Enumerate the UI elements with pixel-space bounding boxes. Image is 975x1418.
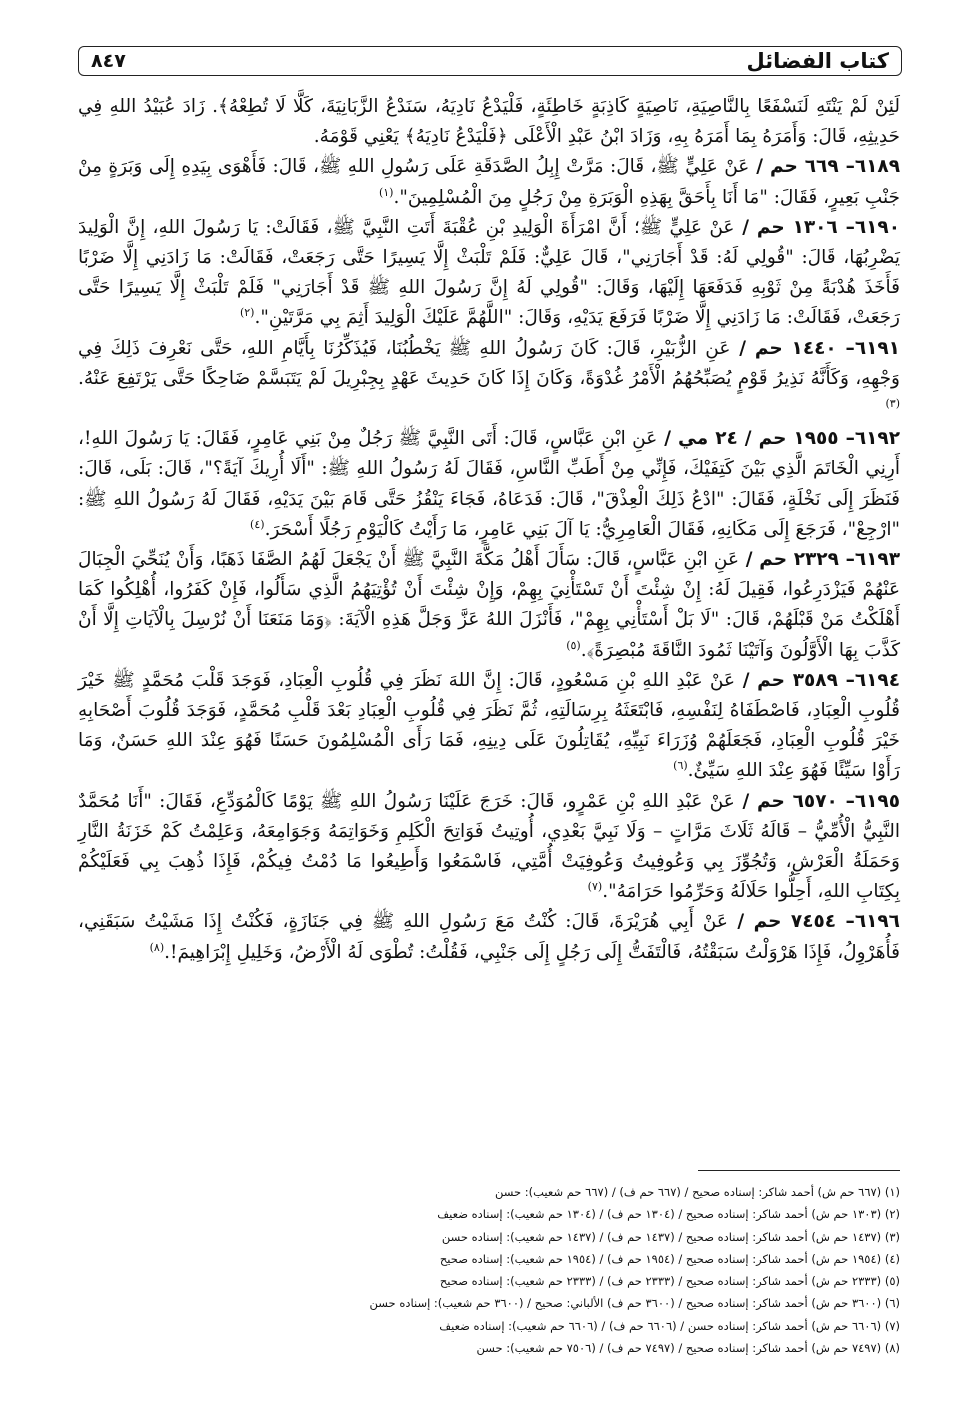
- page-number: ٨٤٧: [91, 50, 126, 72]
- hadith-entry: [78, 666, 900, 787]
- hadith-continuation: [78, 92, 900, 152]
- hadith-entry: [78, 424, 900, 545]
- footnote-ref: (٥): [566, 638, 581, 652]
- footnote: (٤) (١٩٥٤ حم ش) أحمد شاكر: إسناده صحيح / (١٩٥٤ حم ف) / (١٩٥٤ حم شعيب): إسناده صحيح: [439, 1251, 900, 1266]
- hadith-number: ٦١٨٩– ٦٦٩ حم /: [749, 156, 901, 178]
- hadith-number: ٦١٩٤– ٣٥٨٩ حم /: [734, 669, 901, 691]
- hadith-entry: [78, 545, 900, 666]
- footnote: (٥) (٢٣٣٣ حم ش) أحمد شاكر: إسناده صحيح / (٢٣٣٣ حم ف) / (٢٣٣٣ حم شعيب): إسناده صحيح: [439, 1274, 900, 1289]
- footnote: (٢) (١٣٠٣ حم ش) أحمد شاكر: إسناده صحيح / (١٣٠٤ حم ف) / (١٣٠٤ حم شعيب): إسناده ضعيف: [437, 1207, 900, 1222]
- footnote: (١) (٦٦٧ حم ش) أحمد شاكر: إسناده صحيح / (٦٦٧ حم ف) / (٦٦٧ حم شعيب): حسن: [495, 1185, 900, 1199]
- footnote-ref: (١): [378, 185, 394, 199]
- hadith-entry: [78, 907, 900, 967]
- hadith-number: ٦١٩٠– ١٣٠٦ حم /: [734, 216, 900, 238]
- hadith-text: عَنْ عَبْدِ اللهِ بْنِ مَسْعُودٍ، قَالَ: إِنَّ اللهَ نَظَرَ فِي قُلُوبِ الْعِبَادِ، فَوَجَدَ قَلْبَ مُحَمَّدٍ ﷺ خَيْرَ قُلُوبِ الْعِبَادِ، فَاصْطَفَاهُ لِنَفْسِهِ، فَابْتَعَثَهُ بِرِسَالَتِهِ، ثُمَّ نَظَرَ فِي قُلُوبِ الْعِبَادِ بَعْدَ قَلْبِ مُحَمَّدٍ، فَوَجَدَ قُلُوبَ أَصْحَابِهِ خَيْرَ قُلُوبِ الْعِبَادِ، فَجَعَلَهُمْ وُزَرَاءَ نَبِيِّهِ، يُقَاتِلُونَ عَلَى دِينِهِ، فَمَا رَأَى الْمُسْلِمُونَ حَسَنًا فَهُوَ عِنْدَ اللهِ حَسَنٌ، وَمَا رَأَوْا سَيِّئًا فَهُوَ عِنْدَ اللهِ سَيِّئٌ.: [78, 669, 900, 782]
- footnote-ref: (٢): [239, 306, 255, 320]
- hadith-text: عَنْ عَبْدِ اللهِ بْنِ عَمْرٍو، قَالَ: خَرَجَ عَلَيْنَا رَسُولُ اللهِ ﷺ يَوْمًا كَالْمُوَدِّعِ، فَقَالَ: "أَنَا مُحَمَّدٌ النَّبِيُّ الْأُمِّيُّ – قَالَهُ ثَلَاثَ مَرَّاتٍ – وَلَا نَبِيَّ بَعْدِي، أُوتِيتُ فَوَاتِحَ الْكَلِمِ وَخَوَاتِمَهُ وَجَوَامِعَهُ، وَعَلِمْتُ كَمْ خَزَنَةُ النَّارِ وَحَمَلَةُ الْعَرْشِ، وَتُجُوِّزَ بِي وَعُوفِيتُ وَعُوفِيَتْ أُمَّتِي، فَاسْمَعُوا وَأَطِيعُوا مَا دُمْتُ فِيكُمْ، فَإِذَا ذُهِبَ بِي فَعَلَيْكُمْ بِكِتَابِ اللهِ، أَحِلُّوا حَلَالَهُ وَحَرِّمُوا حَرَامَهُ".: [78, 790, 900, 903]
- hadith-entry: [78, 334, 900, 425]
- hadith-number: ٦١٩٣– ٢٣٢٩ حم /: [739, 549, 900, 571]
- hadith-text: عَنِ ابْنِ عَبَّاسٍ، قَالَ: أَتَى النَّبِيَّ ﷺ رَجُلٌ مِنْ بَنِي عَامِرٍ، فَقَالَ: يَا رَسُولَ اللهِ!، أَرِنِي الْخَاتَمَ الَّذِي بَيْنَ كَتِفَيْكَ، فَإِنِّي مِنْ أَطَبِّ النَّاسِ، فَقَالَ لَهُ رَسُولُ اللهِ ﷺ: "أَلَا أُرِيكَ آيَةً؟"، قَالَ: بَلَى، قَالَ: فَنَظَرَ إِلَى نَخْلَةٍ، فَقَالَ: "ادْعُ ذَلِكَ الْعِذْقَ"، قَالَ: فَدَعَاهُ، فَجَاءَ يَنْقُزُ حَتَّى قَامَ بَيْنَ يَدَيْهِ، فَقَالَ لَهُ رَسُولُ اللهِ ﷺ: "ارْجِعْ"، فَرَجَعَ إِلَى مَكَانِهِ، فَقَالَ الْعَامِرِيُّ: يَا آلَ بَنِي عَامِرٍ، مَا رَأَيْتُ كَالْيَوْمِ رَجُلًا أَسْحَرَ.: [78, 428, 900, 540]
- chapter-title: كتاب الفضائل: [746, 49, 889, 73]
- hadith-text: عَنْ عَلِيٍّ ﷺ، قَالَ: مَرَّتْ إِبِلُ الصَّدَقَةِ عَلَى رَسُولِ اللهِ ﷺ، قَالَ: فَأَهْوَى بِيَدِهِ إِلَى وَبَرَةٍ مِنْ جَنْبِ بَعِيرٍ، فَقَالَ: "مَا أَنَا بِأَحَقَّ بِهَذِهِ الْوَبَرَةِ مِنْ رَجُلٍ مِنَ الْمُسْلِمِينَ".: [78, 156, 900, 208]
- footnote-separator: [698, 1170, 900, 1171]
- hadith-number: ٦١٩٥– ٦٥٧٠ حم /: [734, 790, 900, 812]
- hadith-text: عَنِ ابْنِ عَبَّاسٍ، قَالَ: سَأَلَ أَهْلُ مَكَّةَ النَّبِيَّ ﷺ أَنْ يَجْعَلَ لَهُمُ الصَّفَا ذَهَبًا، وَأَنْ يُنَحِّيَ الْجِبَالَ عَنْهُمْ فَيَزْدَرِعُوا، فَقِيلَ لَهُ: إِنْ شِئْتَ أَنْ تَسْتَأْنِيَ بِهِمْ، وَإِنْ شِئْتَ أَنْ تُؤْتِيَهُمُ الَّذِي سَأَلُوا، فَإِنْ كَفَرُوا، أُهْلِكُوا كَمَا أَهْلَكْتُ مَنْ قَبْلَهُمْ، قَالَ: "لَا بَلْ أَسْتَأْنِي بِهِمْ"، فَأَنْزَلَ اللهُ عَزَّ وَجَلَّ هَذِهِ الْآيَةَ: ﴿وَمَا مَنَعَنَا أَنْ نُرْسِلَ بِالْآيَاتِ إِلَّا أَنْ كَذَّبَ بِهَا الْأَوَّلُونَ وَآتَيْنَا ثَمُودَ النَّاقَةَ مُبْصِرَةً﴾.: [78, 549, 900, 661]
- hadith-text: لَئِنْ لَمْ يَنْتَهِ لَنَسْفَعًا بِالنَّاصِيَةِ، نَاصِيَةٍ كَاذِبَةٍ خَاطِئَةٍ، فَلْيَدْعُ نَادِيَهُ، سَنَدْعُ الزَّبَانِيَةَ، كَلَّا لَا تُطِعْهُ﴾. زَادَ عُبَيْدُ اللهِ فِي حَدِيثِهِ، قَالَ: وَأَمَرَهُ بِمَا أَمَرَهُ بِهِ، وَزَادَ ابْنُ عَبْدِ الْأَعْلَى ﴿فَلْيَدْعُ نَادِيَهُ﴾ يَعْنِي قَوْمَهُ.: [78, 96, 900, 148]
- footnote-ref: (٣): [885, 396, 900, 410]
- hadith-number: ٦١٩٦– ٧٤٥٤ حم /: [727, 911, 900, 933]
- hadith-text: عَنْ عَلِيٍّ ﷺ؛ أَنَّ امْرَأَةَ الْوَلِيدِ بْنِ عُقْبَةَ أَتَتِ النَّبِيَّ ﷺ، فَقَالَتْ: يَا رَسُولَ اللهِ، إِنَّ الْوَلِيدَ يَضْرِبُهَا، قَالَ: "قُولِي لَهُ: قَدْ أَجَارَنِي"، قَالَ عَلِيٌّ: فَلَمْ تَلْبَثْ إِلَّا يَسِيرًا حَتَّى رَجَعَتْ، فَقَالَتْ: مَا زَادَنِي إِلَّا ضَرْبًا فَأَخَذَ هُدْبَةً مِنْ ثَوْبِهِ فَدَفَعَهَا إِلَيْهَا، وَقَالَ: "قُولِي لَهُ إِنَّ رَسُولَ اللهِ ﷺ قَدْ أَجَارَنِي" فَلَمْ تَلْبَثْ إِلَّا يَسِيرًا حَتَّى رَجَعَتْ، فَقَالَتْ: مَا زَادَنِي إِلَّا ضَرْبًا فَرَفَعَ يَدَيْهِ، وَقَالَ: "اللَّهُمَّ عَلَيْكَ الْوَلِيدَ أَثِمَ بِي مَرَّتَيْنِ".: [78, 216, 900, 329]
- footnote-ref: (٨): [149, 940, 165, 954]
- footnote-ref: (٧): [587, 880, 603, 894]
- hadith-number: ٦١٩١– ١٤٤٠ حم /: [730, 337, 900, 359]
- footnote: (٣) (١٤٣٧ حم ش) أحمد شاكر: إسناده صحيح / (١٤٣٧ حم ف) / (١٤٣٧ حم شعيب): إسناده حسن: [441, 1229, 900, 1244]
- hadith-body: [78, 92, 900, 968]
- footnotes: [78, 1181, 900, 1359]
- running-header: [78, 46, 902, 76]
- hadith-text: عَنْ أَبِي هُرَيْرَةَ، قَالَ: كُنْتُ مَعَ رَسُولِ اللهِ ﷺ فِي جَنَازَةٍ، فَكُنْتُ إِذَا مَشَيْتُ سَبَقَنِي، فَأُهَرْوِلُ، فَإِذَا هَرْوَلْتُ سَبَقْتُهُ، فَالْتَفَتُّ إِلَى رَجُلٍ إِلَى جَنْبِي، فَقُلْتُ: تُطْوَى لَهُ الْأَرْضُ، وَخَلِيلِ إِبْرَاهِيمَ!.: [78, 911, 900, 963]
- hadith-text: عَنِ الزُّبَيْرِ، قَالَ: كَانَ رَسُولُ اللهِ ﷺ يَخْطُبُنَا، فَيُذَكِّرُنَا بِأَيَّامِ اللهِ، حَتَّى نَعْرِفَ ذَلِكَ فِي وَجْهِهِ، وَكَأَنَّهُ نَذِيرُ قَوْمٍ يُصَبِّحُهُمُ الْأَمْرُ غُدْوَةً، وَكَانَ إِذَا كَانَ حَدِيثَ عَهْدٍ بِجِبْرِيلَ لَمْ يَتَبَسَّمْ ضَاحِكًا حَتَّى يَرْتَفِعَ عَنْهُ.: [78, 337, 900, 389]
- footnote: (٧) (٦٦٠٦ حم ش) أحمد شاكر: إسناده حسن / (٦٦٠٦ حم ف) / (٦٦٠٦ حم شعيب): إسناده ضعيف: [439, 1318, 900, 1333]
- footnote: (٨) (٧٤٩٧ حم ش) أحمد شاكر: إسناده صحيح / (٧٤٩٧ حم ف) / (٧٥٠٦ حم شعيب): حسن: [476, 1341, 900, 1356]
- footnote-ref: (٦): [673, 759, 688, 773]
- hadith-entry: [78, 152, 900, 212]
- footnote-ref: (٤): [250, 517, 265, 531]
- footnote: (٦) (٣٦٠٠ حم ش) أحمد شاكر: إسناده صحيح / (٣٦٠٠ حم ف) الألباني: صحيح / (٣٦٠٠ حم شعيب): إسناده حسن: [369, 1296, 900, 1311]
- hadith-entry: [78, 213, 900, 334]
- hadith-entry: [78, 787, 900, 908]
- hadith-number: ٦١٩٢– ١٩٥٥ حم / ٢٤ مي /: [657, 428, 901, 450]
